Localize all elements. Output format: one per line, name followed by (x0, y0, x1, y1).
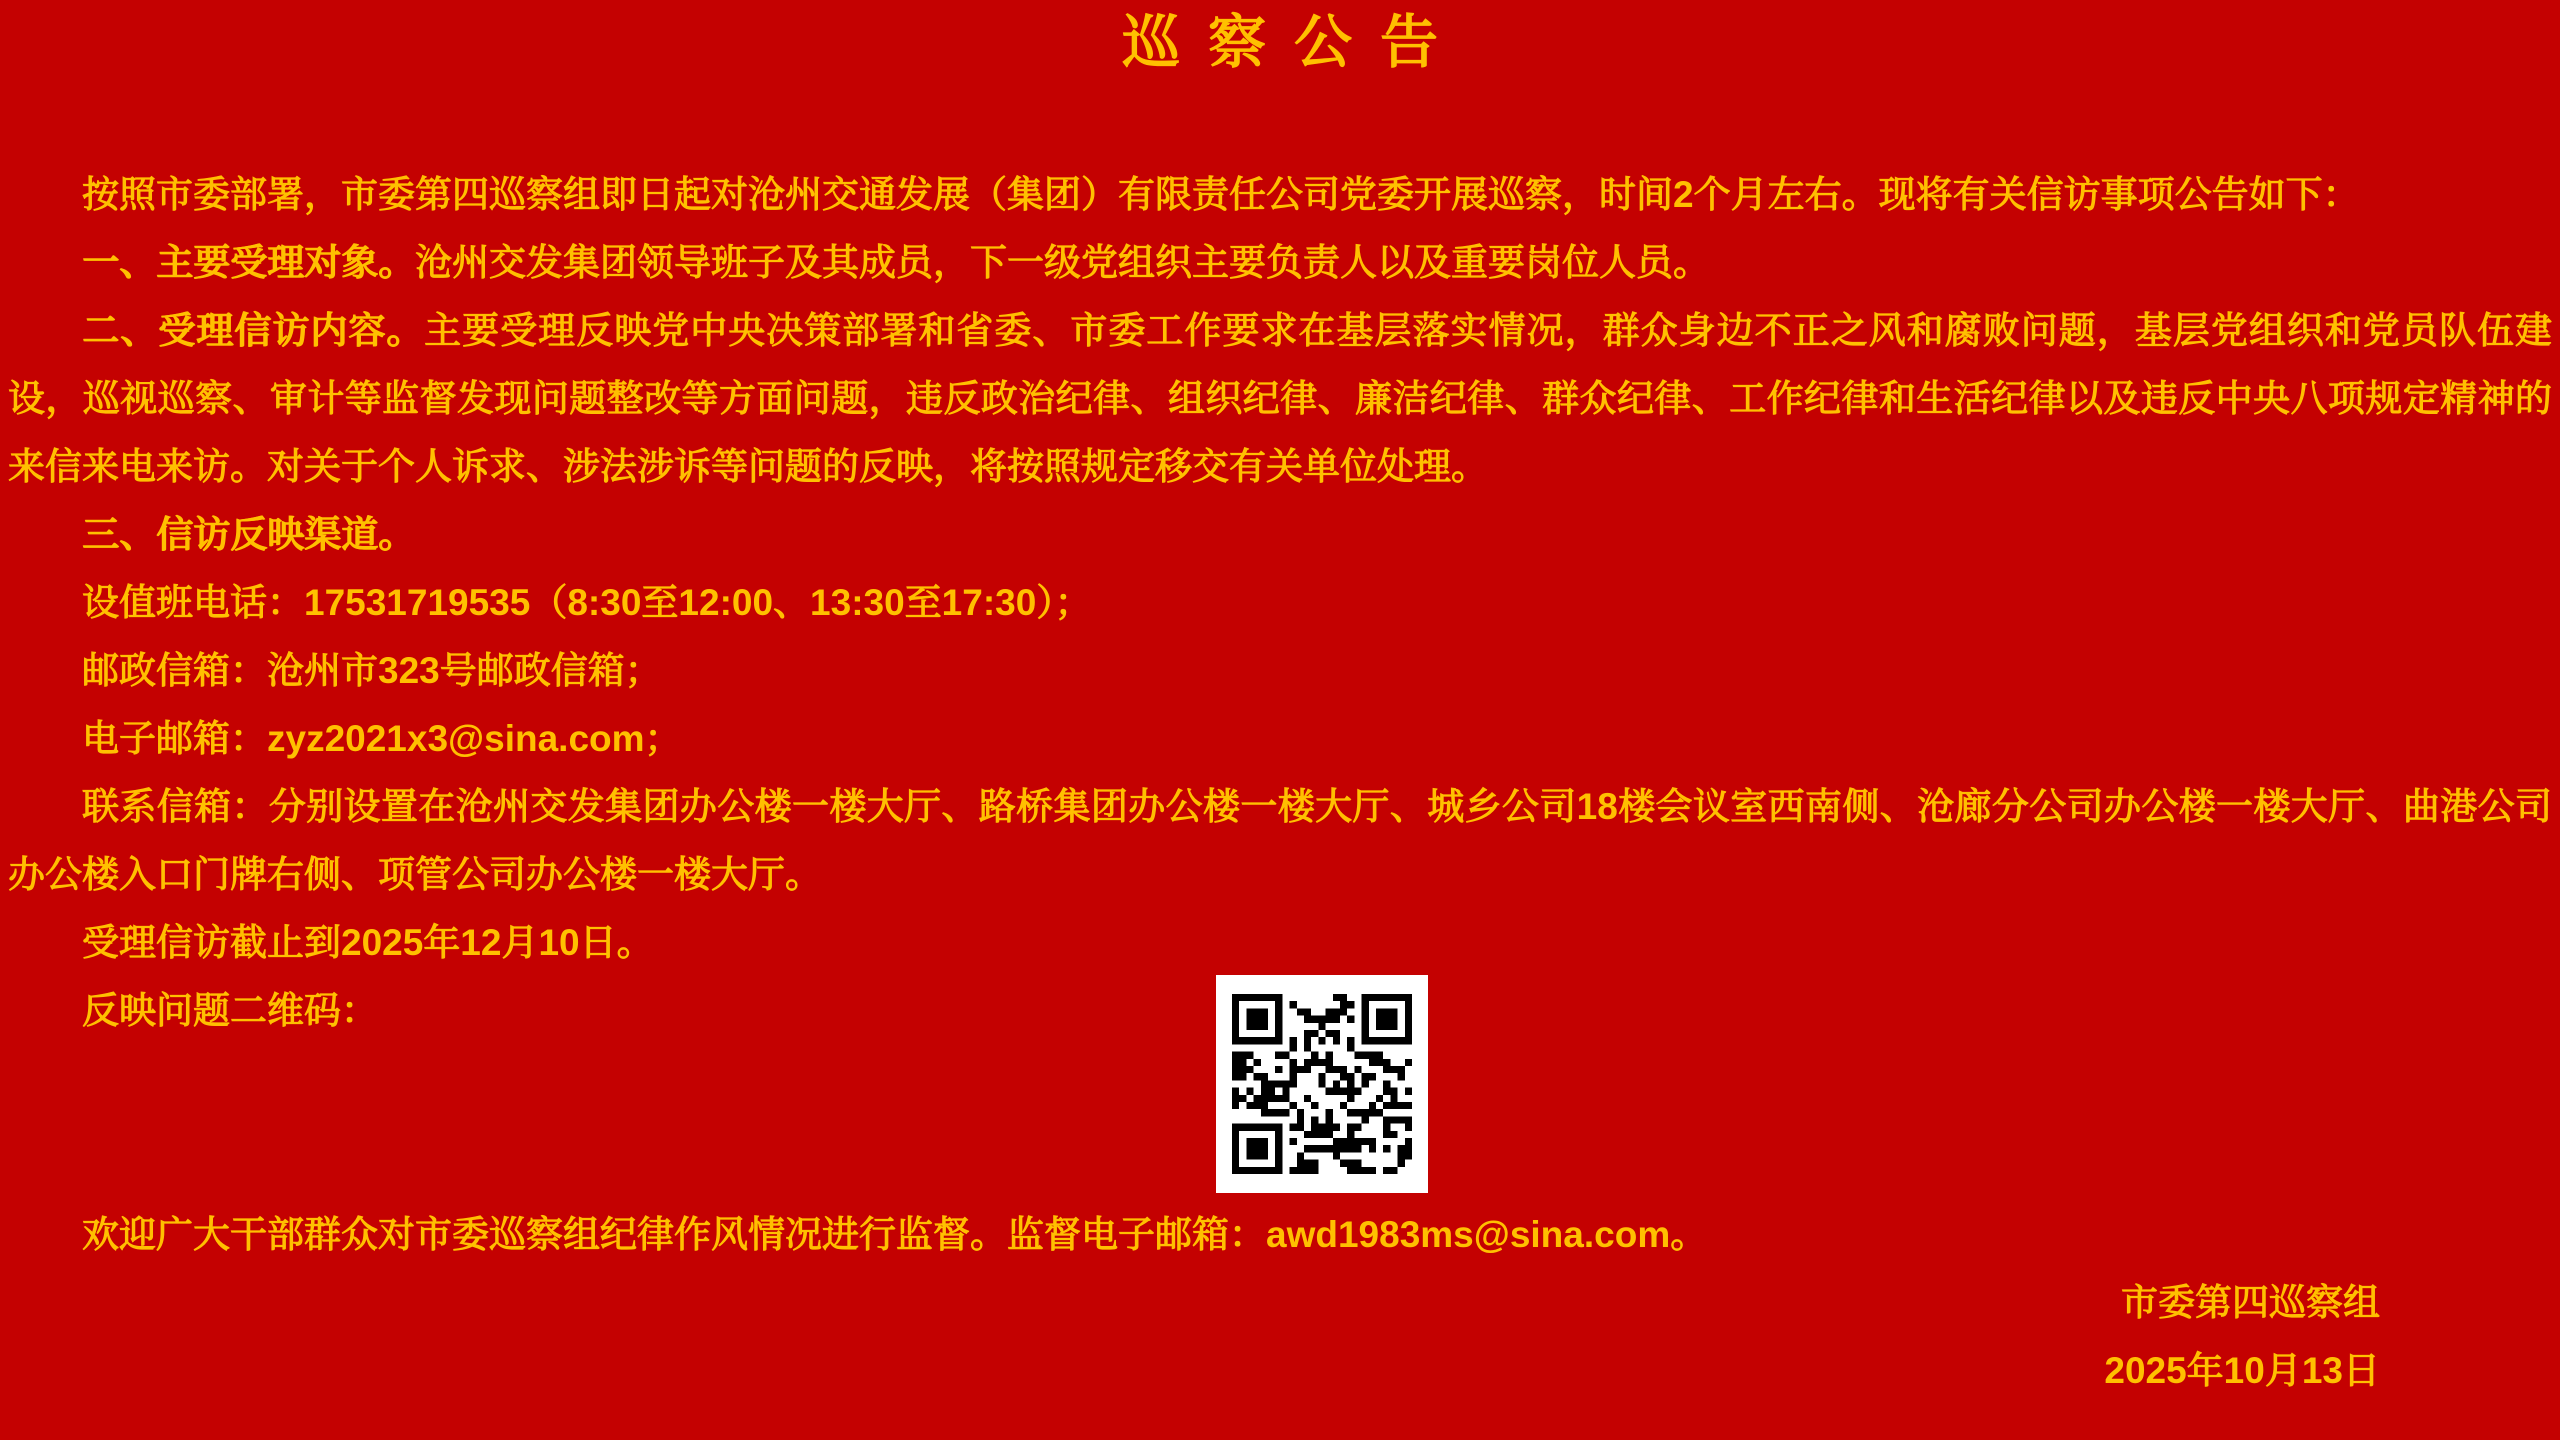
notice-title: 巡察公告 (1121, 10, 1466, 75)
section-heading: 一、主要受理对象。 (82, 242, 415, 283)
paragraph-phone (8, 569, 2552, 637)
paragraph-text: 沧州交发集团领导班子及其成员，下一级党组织主要负责人以及重要岗位人员。 (415, 242, 1710, 283)
paragraph-text: 反映问题二维码： (82, 990, 378, 1031)
section-heading: 三、信访反映渠道。 (82, 514, 415, 555)
paragraph-section-2 (8, 297, 2552, 501)
paragraph-text: 邮政信箱：沧州市323号邮政信箱； (82, 650, 662, 691)
paragraph-postbox (8, 637, 2552, 705)
paragraph-text: 按照市委部署，市委第四巡察组即日起对沧州交通发展（集团）有限责任公司党委开展巡察，时间2个月左右。现将有关信访事项公告如下： (82, 174, 2360, 215)
paragraph-contact-boxes (8, 773, 2552, 909)
paragraph-section-3 (8, 501, 2552, 569)
paragraph-text: 联系信箱：分别设置在沧州交发集团办公楼一楼大厅、路桥集团办公楼一楼大厅、城乡公司18楼会议室西南侧、沧廊分公司办公楼一楼大厅、曲港公司办公楼入口门牌右侧、项管公司办公楼一楼大厅。 (8, 786, 2552, 895)
notice-body (0, 161, 2560, 1405)
paragraph-deadline (8, 909, 2552, 977)
paragraph-email (8, 705, 2552, 773)
paragraph-text: 主要受理反映党中央决策部署和省委、市委工作要求在基层落实情况，群众身边不正之风和腐败问题，基层党组织和党员队伍建设，巡视巡察、审计等监督发现问题整改等方面问题，违反政治纪律、组织纪律、廉洁纪律、群众纪律、工作纪律和生活纪律以及违反中央八项规定精神的来信来电来访。对关于个人诉求、涉法涉诉等问题的反映，将按照规定移交有关单位处理。 (8, 310, 2552, 487)
section-heading: 二、受理信访内容。 (82, 310, 425, 351)
paragraph-intro (8, 161, 2552, 229)
supervision-line: 欢迎广大干部群众对市委巡察组纪律作风情况进行监督。监督电子邮箱：awd1983ms@sina.com。 (82, 1214, 1708, 1255)
paragraph-text: 电子邮箱：zyz2021x3@sina.com； (82, 718, 682, 759)
signature: 市委第四巡察组 (2121, 1282, 2380, 1323)
paragraph-section-1 (8, 229, 2552, 297)
paragraph-text: 设值班电话：17531719535（8:30至12:00、13:30至17:30）； (82, 582, 1092, 623)
date-line: 2025年10月13日 (2104, 1350, 2380, 1391)
paragraph-text: 受理信访截止到2025年12月10日。 (82, 922, 654, 963)
qr-code-image (1216, 975, 1428, 1193)
